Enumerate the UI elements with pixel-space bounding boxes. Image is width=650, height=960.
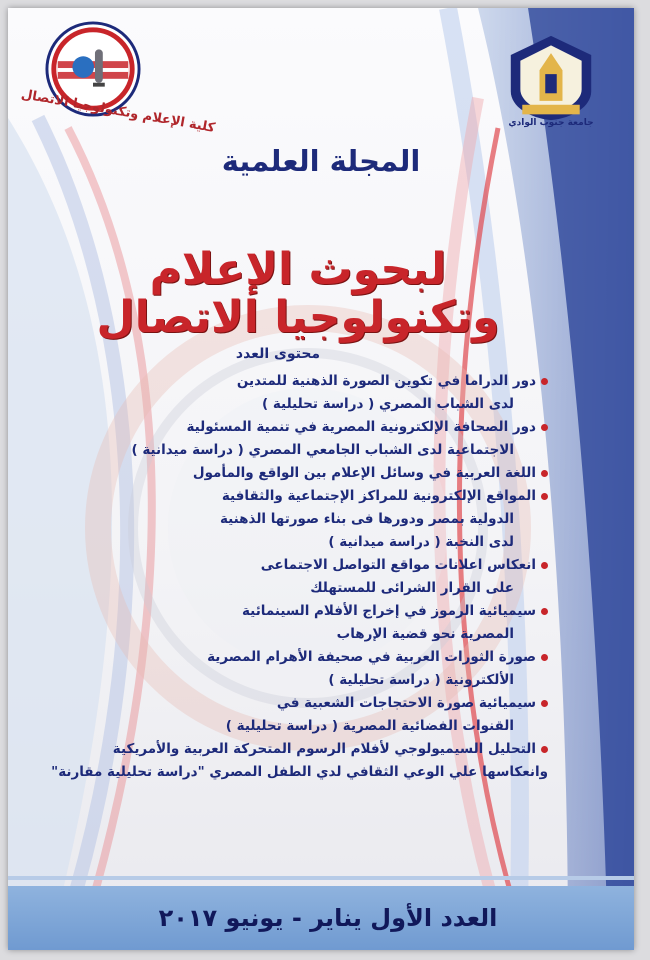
toc-item-title: المواقع الإلكترونية للمراكز الإجتماعية والثقافية (221, 488, 536, 504)
toc-item-title: سيميائية الرموز في إخراج الأفلام السينمائية (242, 603, 536, 619)
toc-item-title: صورة الثورات العربية في صحيفة الأهرام المصرية (207, 649, 536, 665)
toc-item-title: دور الصحافة الإلكترونية المصرية في تنمية المسئولية (186, 419, 536, 435)
contents-heading: محتوى العدد (235, 346, 321, 362)
bullet-icon (541, 470, 548, 477)
table-of-contents (51, 370, 548, 784)
toc-item (98, 600, 548, 646)
journal-title-line2: وتكنولوجيا الاتصال (96, 292, 500, 343)
toc-item-continuation: لدى الشباب المصري ( دراسة تحليلية ) (262, 396, 514, 412)
toc-item (98, 692, 548, 738)
toc-item (98, 370, 548, 416)
bullet-icon (541, 746, 548, 753)
toc-item-continuation: الألكترونية ( دراسة تحليلية ) (328, 672, 514, 688)
university-logo-caption: جامعة جنوب الوادي (508, 118, 594, 128)
toc-item (98, 646, 548, 692)
toc-item-title: اللغة العربية في وسائل الإعلام بين الواقع والمأمول (192, 465, 536, 481)
bullet-icon (541, 562, 548, 569)
toc-item (98, 554, 548, 600)
bullet-icon (541, 654, 548, 661)
toc-item-title: سيميائية صورة الاحتجاجات الشعبية في (276, 695, 536, 711)
bullet-icon (541, 378, 548, 385)
toc-item-title: انعكاس اعلانات مواقع التواصل الاجتماعى (260, 557, 536, 573)
toc-item-continuation: المصرية نحو قضية الإرهاب (336, 626, 514, 642)
bullet-icon (541, 424, 548, 431)
bullet-icon (541, 700, 548, 707)
toc-item-continuation: وانعكاسها علي الوعي الثقافي لدي الطفل المصري "دراسة تحليلية مقارنة" (51, 764, 548, 780)
toc-item-continuation: لدى النخبة ( دراسة ميدانية ) (328, 534, 514, 550)
faculty-logo-caption: كلية الإعلام وتكنولوجيا الاتصال (19, 87, 217, 136)
toc-item-title: دور الدراما في تكوين الصورة الذهنية للمتدين (236, 373, 536, 389)
issue-date: العدد الأول يناير - يونيو ٢٠١٧ (158, 904, 498, 932)
journal-subtitle: المجلة العلمية (221, 144, 421, 178)
toc-item (98, 485, 548, 554)
toc-item-title: التحليل السيميولوجي لأفلام الرسوم المتحركة العربية والأمريكية (112, 741, 536, 757)
toc-item-continuation: على القرار الشرائى للمستهلك (310, 580, 514, 596)
bullet-icon (541, 608, 548, 615)
toc-item-continuation: القنوات الفضائية المصرية ( دراسة تحليلية ) (225, 718, 514, 734)
bullet-icon (541, 493, 548, 500)
journal-title-line1: لبحوث الإعلام (149, 244, 447, 295)
journal-cover (8, 8, 634, 950)
university-logo (503, 32, 599, 122)
footer-divider (8, 876, 634, 880)
toc-item (51, 738, 548, 784)
toc-item (98, 416, 548, 462)
toc-item-continuation: الاجتماعية لدى الشباب الجامعي المصري ( دراسة ميدانية ) (131, 442, 514, 458)
toc-item (98, 462, 548, 485)
toc-item-continuation: الدولية بمصر ودورها فى بناء صورتها الذهنية (219, 511, 514, 527)
